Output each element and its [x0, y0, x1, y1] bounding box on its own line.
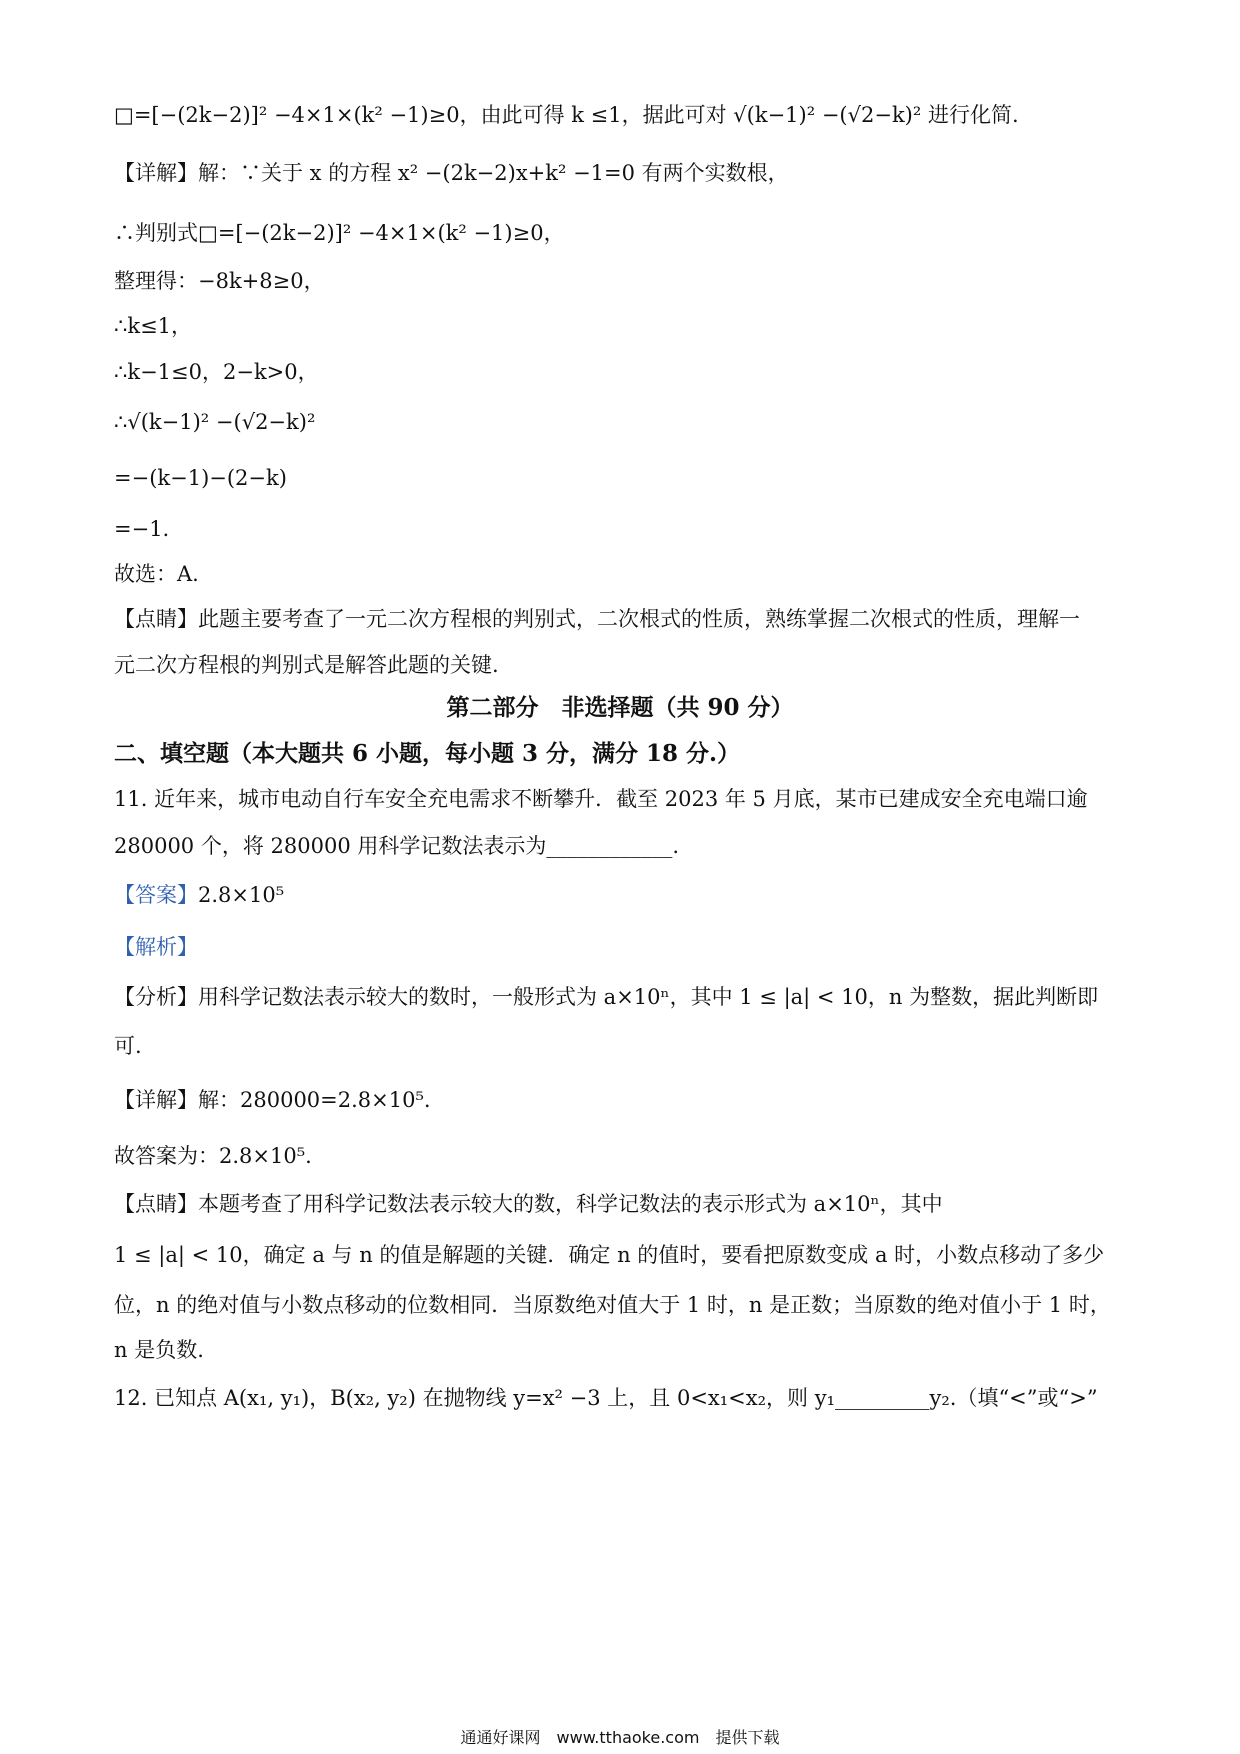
solution-line-8: =−(k−1)−(2−k): [114, 466, 287, 490]
q11-line-2: 280000 个，将 280000 用科学记数法表示为____________.: [114, 834, 680, 858]
q11-answer: [114, 880, 1144, 910]
q12-line-1: 12. 已知点 A(x₁, y₁)，B(x₂, y₂) 在抛物线 y=x² −3 上，且 0<x₁<x₂，则 y₁_________y₂.（填“<”或“>”: [114, 1386, 1098, 1410]
part-title: 第二部分 非选择题（共 90 分）: [446, 694, 794, 721]
section-title: 二、填空题（本大题共 6 小题，每小题 3 分，满分 18 分.）: [114, 740, 741, 767]
q11-xiangjie: 【详解】解：280000=2.8×10⁵.: [114, 1088, 431, 1112]
solution-line-10: 故选：A.: [114, 562, 199, 586]
q11-dianjing-1: 【点睛】本题考查了用科学记数法表示较大的数，科学记数法的表示形式为 a×10ⁿ，其中: [114, 1192, 943, 1216]
answer-value: 2.8×10⁵: [198, 883, 285, 907]
q11-fenxi-2: 可.: [114, 1034, 142, 1058]
solution-line-3: ∴判别式□=[−(2k−2)]² −4×1×(k² −1)≥0，: [114, 221, 565, 245]
q11-dianjing-3: 位，n 的绝对值与小数点移动的位数相同．当原数绝对值大于 1 时，n 是正数；当原数的绝对值小于 1 时，: [114, 1293, 1111, 1317]
solution-line-4: 整理得：−8k+8≥0，: [114, 269, 325, 293]
q11-dianjing-2: 1 ≤ |a| < 10，确定 a 与 n 的值是解题的关键．确定 n 的值时，要看把原数变成 a 时，小数点移动了多少: [114, 1243, 1105, 1267]
solution-line-12: 元二次方程根的判别式是解答此题的关键.: [114, 653, 499, 677]
solution-line-9: =−1.: [114, 517, 170, 541]
q11-fenxi-1: 【分析】用科学记数法表示较大的数时，一般形式为 a×10ⁿ，其中 1 ≤ |a| < 10，n 为整数，据此判断即: [114, 985, 1099, 1009]
answer-label: 【答案】: [114, 883, 198, 907]
solution-line-11: 【点睛】此题主要考查了一元二次方程根的判别式，二次根式的性质，熟练掌握二次根式的性质，理解一: [114, 607, 1080, 631]
solution-line-7: ∴√(k−1)² −(√2−k)²: [114, 410, 316, 434]
q11-line-1: 11. 近年来，城市电动自行车安全充电需求不断攀升．截至 2023 年 5 月底，某市已建成安全充电端口逾: [114, 787, 1088, 811]
page-footer: 通通好课网 www.tthaoke.com 提供下载: [460, 1728, 780, 1747]
solution-line-6: ∴k−1≤0，2−k>0，: [114, 360, 319, 384]
solution-line-1: □=[−(2k−2)]² −4×1×(k² −1)≥0，由此可得 k ≤1，据此可对 √(k−1)² −(√2−k)² 进行化简.: [114, 103, 1019, 127]
q11-dianjing-4: n 是负数.: [114, 1338, 204, 1362]
solution-line-2: 【详解】解：∵关于 x 的方程 x² −(2k−2)x+k² −1=0 有两个实数根，: [114, 161, 789, 185]
q11-gudaan: 故答案为：2.8×10⁵.: [114, 1144, 312, 1168]
solution-line-5: ∴k≤1，: [114, 314, 193, 338]
q11-analysis-label: 【解析】: [114, 935, 198, 959]
